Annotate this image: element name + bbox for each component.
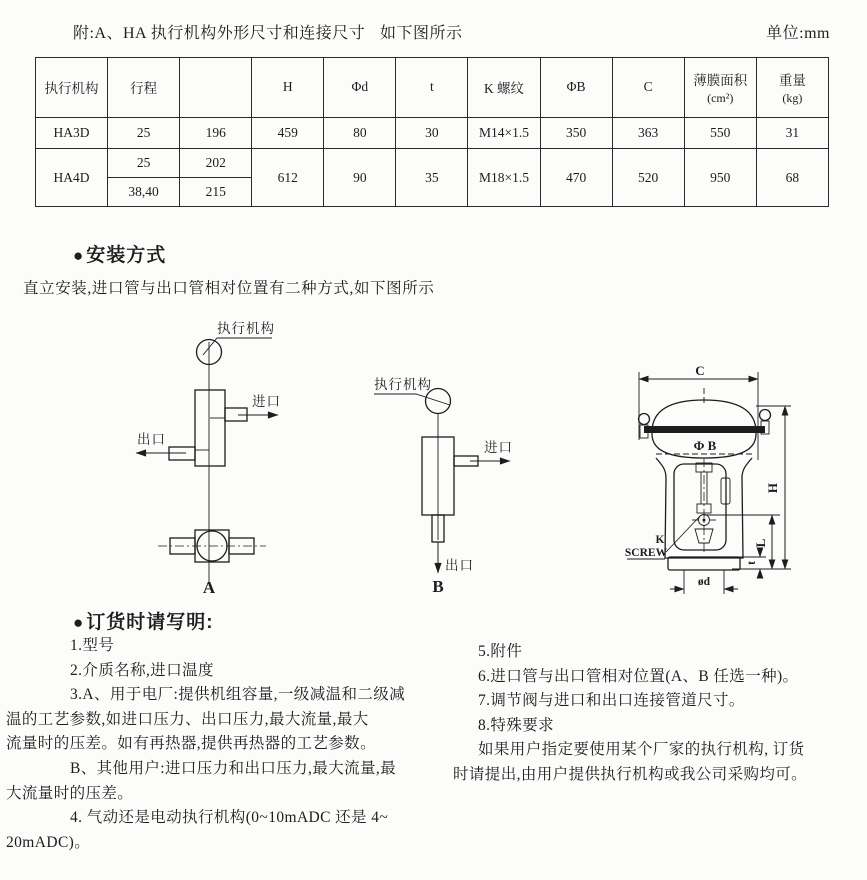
cell-weight: 68 (756, 149, 828, 207)
outlet-label: 出口 (137, 432, 166, 447)
base-flange (668, 557, 740, 570)
install-section-title: 安装方式 (86, 245, 167, 266)
header-cell: 执行机构 (36, 58, 108, 118)
valve-body (195, 390, 225, 466)
cell-c: 520 (612, 149, 684, 207)
outlet-label: 出口 (445, 558, 474, 573)
header-cell: 行程 (108, 58, 180, 118)
cell-t: 30 (396, 118, 468, 149)
order-note-line: 7.调节阀与进口和出口连接管道尺寸。 (478, 692, 745, 710)
order-note-line: 8.特殊要求 (478, 716, 555, 734)
header-cell: C (612, 58, 684, 118)
order-note-line: 5.附件 (478, 643, 523, 660)
cell-h: 612 (252, 149, 324, 207)
figure-install-a (66, 312, 316, 602)
figure-dimensioned-actuator (608, 362, 867, 602)
cell-c: 363 (612, 118, 684, 149)
header-cell: t (396, 58, 468, 118)
bullet-icon: ● (73, 246, 85, 265)
header-cell: 重量 (kg) (756, 58, 828, 118)
eyebolt-right (760, 410, 771, 421)
cell-weight: 31 (756, 118, 828, 149)
cell-kthread: M14×1.5 (468, 118, 540, 149)
order-notes-left-column (6, 634, 446, 855)
cell-t: 35 (396, 149, 468, 207)
actuator-label: 执行机构 (374, 377, 432, 392)
header-cell (180, 58, 252, 118)
cell-phid: 80 (324, 118, 396, 149)
header-cell: 薄膜面积 (cm²) (684, 58, 756, 118)
eyebolt-left (639, 414, 650, 425)
cell-area: 950 (684, 149, 756, 207)
cell-travel: 38,40 (108, 178, 180, 207)
dim-label-phib: Φ B (693, 438, 717, 453)
dim-label-c: C (695, 363, 705, 378)
dimension-table (35, 57, 829, 207)
page-title-note: 如下图所示 (380, 25, 463, 42)
cell-model: HA4D (36, 149, 108, 207)
cell-kthread: M18×1.5 (468, 149, 540, 207)
figure-caption: A (202, 578, 216, 597)
order-note-line: 流量时的压差。如有再热器,提供再热器的工艺参数。 (6, 735, 376, 753)
k-screw-label-line2: SCREW (624, 547, 668, 559)
cell-dim2: 215 (180, 178, 252, 207)
header-cell: K 螺纹 (468, 58, 540, 118)
order-note-line: 3.A、用于电厂:提供机组容量,一级减温和二级减 (70, 686, 406, 704)
order-section-heading (73, 607, 214, 634)
dim-label-phid: ød (697, 576, 711, 588)
yoke-window (674, 464, 726, 550)
cell-dim2: 202 (180, 149, 252, 178)
actuator-label: 执行机构 (217, 321, 275, 336)
install-section-heading (73, 240, 166, 267)
dim-label-l: L (753, 538, 768, 548)
header-cell: ΦB (540, 58, 612, 118)
cell-travel: 25 (108, 149, 180, 178)
order-note-line: 20mADC)。 (6, 833, 91, 851)
table-row-ha3d (36, 118, 829, 149)
table-header-row (36, 58, 829, 118)
unit-label: 单位:mm (766, 25, 830, 42)
order-note-line: 时请提出,由用户提供执行机构或我公司采购均可。 (453, 765, 808, 783)
leader-line (374, 394, 450, 405)
cell-dim2: 196 (180, 118, 252, 149)
order-notes-right-column (453, 640, 863, 788)
inlet-label: 进口 (252, 394, 281, 409)
bullet-icon: ● (73, 613, 85, 632)
cell-phib: 470 (540, 149, 612, 207)
order-note-line: 1.型号 (70, 637, 115, 654)
order-note-line: 如果用户指定要使用某个厂家的执行机构, 订货 (478, 741, 805, 759)
dim-label-t: t (746, 561, 758, 565)
cell-area: 550 (684, 118, 756, 149)
page-title: 附:A、HA 执行机构外形尺寸和连接尺寸 (73, 25, 366, 42)
cell-phib: 350 (540, 118, 612, 149)
install-description: 直立安装,进口管与出口管相对位置有二种方式,如下图所示 (23, 280, 435, 297)
order-note-line: B、其他用户:进口压力和出口压力,最大流量,最 (70, 759, 397, 777)
order-note-line: 温的工艺参数,如进口压力、出口压力,最大流量,最大 (6, 710, 369, 728)
figure-caption: B (432, 577, 444, 596)
cell-phid: 90 (324, 149, 396, 207)
order-section-title: 订货时请写明: (86, 612, 214, 633)
k-screw-label-line1: K (655, 534, 665, 546)
figure-install-b (340, 368, 540, 598)
k-screw-leader (666, 515, 701, 552)
cell-model: HA3D (36, 118, 108, 149)
cell-travel: 25 (108, 118, 180, 149)
header-cell: H (252, 58, 324, 118)
inlet-label: 进口 (484, 440, 513, 455)
order-note-line: 6.进口管与出口管相对位置(A、B 任选一种)。 (478, 667, 799, 685)
order-note-line: 2.介质名称,进口温度 (70, 661, 214, 679)
table-row-ha4d-1 (36, 149, 829, 178)
header-cell: Φd (324, 58, 396, 118)
cell-h: 459 (252, 118, 324, 149)
order-note-line: 4. 气动还是电动执行机构(0~10mADC 还是 4~ (70, 809, 389, 827)
order-note-line: 大流量时的压差。 (6, 784, 134, 802)
flange-band (644, 426, 765, 433)
dim-label-h: H (765, 482, 780, 494)
